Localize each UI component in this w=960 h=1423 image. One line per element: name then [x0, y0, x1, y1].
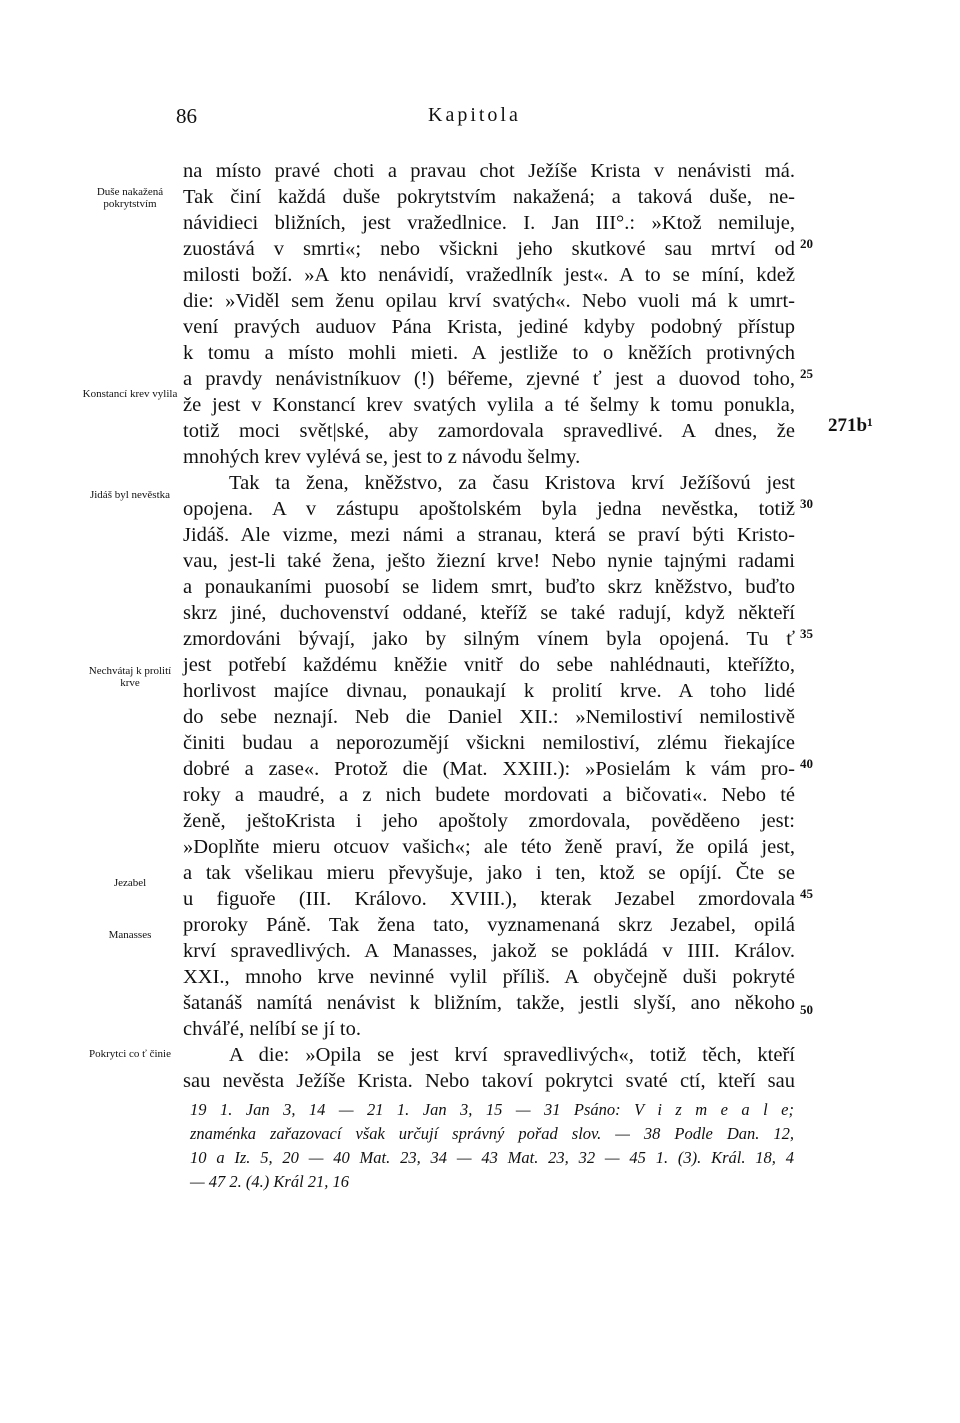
text-line: návidieci bližních, jest vražedlnice. I. Jan III°.: »Ktož nemiluje,: [183, 212, 795, 234]
text-line: na místo pravé choti a pravau chot Ježíše Krista v nenávisti má.: [183, 160, 795, 182]
margin-note-jezabel: Jezabel: [113, 877, 147, 889]
text-line: chváľé, nelíbí se jí to.: [183, 1018, 361, 1040]
text-line: do sebe neznají. Neb die Daniel XII.: »Nemilostiví nemilostivě: [183, 706, 795, 728]
line-number: 25: [800, 366, 813, 381]
text-line: »Doplňte mieru otcuov vašich«; ale této ženě praví, že opilá jest,: [183, 836, 795, 858]
text-line: a tak všelikau mieru převyšuje, jako i ten, ktož se opíjí. Čte se: [183, 862, 795, 884]
text-line: proroky Páně. Tak žena tato, vyznamenaná skrz Jezabel, opilá: [183, 914, 795, 936]
margin-note-pokrytci: Pokrytci co ť činie: [89, 1048, 171, 1060]
text-line: Jidáš. Ale vizme, mezi námi a stranau, která se praví býti Kristo-: [183, 524, 795, 546]
text-line: Tak ta žena, kněžstvo, za času Kristova krví Ježíšovú jest: [229, 472, 795, 494]
folio-mark: 271b¹: [828, 415, 873, 436]
margin-note-jidas: Jidáš byl nevěstka: [89, 489, 171, 501]
text-line: sau nevěsta Ježíše Krista. Nebo takoví pokrytci svaté ctí, kteří sau: [183, 1070, 795, 1092]
text-line: totiž moci svět|ské, aby zamordovala spravedlivé. A dnes, že: [183, 420, 795, 442]
text-line: vení pravých auduov Pána Krista, jediné kdyby podobný přístup: [183, 316, 795, 338]
text-line: činiti budau a neporozumějí všickni nemilostiví, zlému řiekajíce: [183, 732, 795, 754]
text-line: a ponaukaními puosobí se lidem smrt, buďto skrz kněžstvo, buďto: [183, 576, 795, 598]
margin-note-nechvataj: Nechvátaj k prolití krve: [88, 665, 172, 689]
running-header: [0, 104, 960, 134]
note-line: — 47 2. (4.) Král 21, 16: [190, 1172, 350, 1191]
text-line: že jest v Konstancí krev svatých vylila a té šelmy k tomu ponukla,: [183, 394, 795, 416]
running-title: Kapitola: [428, 104, 521, 126]
text-line: dobré a zase«. Protož die (Mat. XXIII.): »Posielám k vám pro-: [183, 758, 795, 780]
text-line: roky a maudré, a z nich budete mordovati a bičovati«. Nebo té: [183, 784, 795, 806]
text-line: zuostává v smrti«; nebo všickni jeho skutkové sau mrtví od: [183, 238, 795, 260]
margin-note-manasses: Manasses: [108, 929, 152, 941]
critical-apparatus: [190, 1098, 794, 1194]
main-text: [183, 158, 795, 1094]
text-line: a pravdy nenávistníkuov (!) béřeme, zjevné ť jest a duovod toho,: [183, 368, 795, 390]
note-line: 19 1. Jan 3, 14 — 21 1. Jan 3, 15 — 31 Psáno: V i z m e a l e;: [190, 1100, 794, 1119]
line-number: 45: [800, 886, 813, 901]
text-line: ženě, ještoKrista i jeho apoštoly zmordovala, pověděeno jest:: [183, 810, 795, 832]
text-line: horlivost majíce divnau, ponaukají k prolití krve. A toho lidé: [183, 680, 795, 702]
text-line: k tomu a místo mohli mieti. A jestliže to o kněžích protivných: [183, 342, 795, 364]
note-line: 10 a Iz. 5, 20 — 40 Mat. 23, 34 — 43 Mat. 23, 32 — 45 1. (3). Král. 18, 4: [190, 1148, 794, 1167]
text-line: opojena. A v zástupu apoštolském byla jedna nevěstka, totiž: [183, 498, 795, 520]
text-line: XXI., mnoho krve nevinné vylil příliš. A obyčejně duši pokryté: [183, 966, 795, 988]
text-line: krví spravedlivých. A Manasses, jakož se pokládá v IIII. Králov.: [183, 940, 795, 962]
line-number: 35: [800, 626, 813, 641]
line-number: 30: [800, 496, 813, 511]
text-line: jest potřebí každému kněžie vnitř do sebe nahlédnauti, kteřížto,: [183, 654, 795, 676]
text-line: vau, jest-li také žena, ješto žiezní krve! Nebo nynie tajnými radami: [183, 550, 795, 572]
line-number: 40: [800, 756, 813, 771]
text-line: milosti boží. »A kto nenávidí, vražedlník jest«. A to se míní, kdež: [183, 264, 795, 286]
text-line: mnohých krev vylévá se, jest to z návodu šelmy.: [183, 446, 581, 468]
line-number: 50: [800, 1002, 813, 1017]
page-number: 86: [176, 104, 197, 128]
margin-note-konstanci: Konstancí krev vylila: [82, 388, 178, 400]
text-line: die: »Viděl sem ženu opilau krví svatých«. Nebo vuoli má k umrt-: [183, 290, 795, 312]
text-line: zmordováni bývají, jako by silným vínem byla opojená. Tu ť: [183, 628, 795, 650]
text-line: A die: »Opila se jest krví spravedlivých«, totiž těch, kteří: [229, 1044, 795, 1066]
text-line: skrz jiné, duchovenství oddané, kteříž se také radují, když někteří: [183, 602, 795, 624]
line-number: 20: [800, 236, 813, 251]
text-line: Tak činí každá duše pokrytstvím nakažená; a taková duše, ne-: [183, 186, 795, 208]
margin-note-duse: Duše nakažená pokrytstvím: [96, 186, 164, 210]
text-line: šatanáš namítá nenávist k bližním, takže, jestli slyší, ano někoho: [183, 992, 795, 1014]
text-line: u figuoře (III. Královo. XVIII.), kterak Jezabel zmordovala: [183, 888, 795, 910]
note-line: znaménka zařazovací však určují správný pořad slov. — 38 Podle Dan. 12,: [190, 1124, 794, 1143]
